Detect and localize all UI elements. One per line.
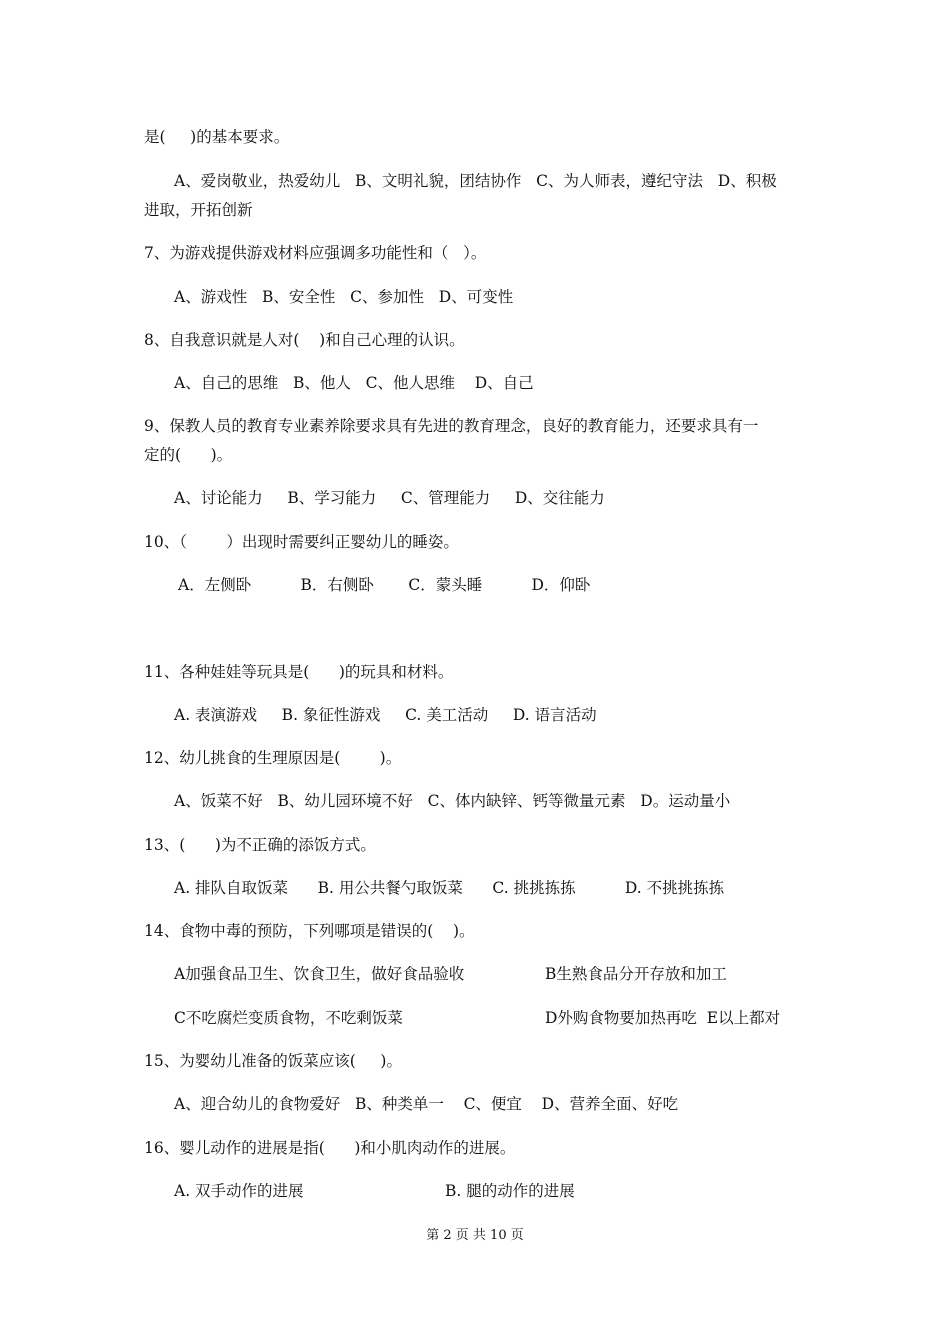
question-13-options: A. 排队自取饭菜 B. 用公共餐勺取饭菜 C. 挑挑拣拣 D. 不挑挑拣拣 xyxy=(174,879,725,897)
question-9: 9、保教人员的教育专业素养除要求具有先进的教育理念，良好的教育能力，还要求具有一 xyxy=(144,417,759,435)
question-14-option-d-e: D外购食物要加热再吃 E以上都对 xyxy=(545,1009,781,1027)
question-11: 11、各种娃娃等玩具是( )的玩具和材料。 xyxy=(144,663,454,681)
question-8: 8、自我意识就是人对( )和自己心理的认识。 xyxy=(144,331,465,349)
question-9-wrap: 定的( )。 xyxy=(144,446,233,464)
question-16: 16、婴儿动作的进展是指( )和小肌肉动作的进展。 xyxy=(144,1139,516,1157)
question-6-continuation: 是( )的基本要求。 xyxy=(144,128,290,146)
question-6-options: A、爱岗敬业，热爱幼儿 B、文明礼貌，团结协作 C、为人师表，遵纪守法 D、积极 xyxy=(174,172,777,190)
question-9-options: A、讨论能力 B、学习能力 C、管理能力 D、交往能力 xyxy=(174,489,605,507)
question-15: 15、为婴幼儿准备的饭菜应该( )。 xyxy=(144,1052,402,1070)
question-7-options: A、游戏性 B、安全性 C、参加性 D、可变性 xyxy=(174,288,514,306)
question-14-option-c: C不吃腐烂变质食物，不吃剩饭菜 xyxy=(174,1009,403,1027)
page-number-footer: 第 2 页 共 10 页 xyxy=(426,1228,524,1243)
question-15-options: A、迎合幼儿的食物爱好 B、种类单一 C、便宜 D、营养全面、好吃 xyxy=(174,1095,679,1113)
question-10: 10、（ ）出现时需要纠正婴幼儿的睡姿。 xyxy=(144,533,459,551)
question-14-option-a: A加强食品卫生、饮食卫生，做好食品验收 xyxy=(174,965,465,983)
question-12-options: A、饭菜不好 B、幼儿园环境不好 C、体内缺锌、钙等微量元素 D。运动量小 xyxy=(174,792,731,810)
question-6-options-wrap: 进取，开拓创新 xyxy=(144,201,253,219)
question-12: 12、幼儿挑食的生理原因是( )。 xyxy=(144,749,402,767)
question-10-options: A．左侧卧 B．右侧卧 C．蒙头睡 D．仰卧 xyxy=(178,576,591,594)
question-7: 7、为游戏提供游戏材料应强调多功能性和（ ）。 xyxy=(144,244,487,262)
question-16-option-a: A. 双手动作的进展 xyxy=(174,1182,304,1200)
question-13: 13、( )为不正确的添饭方式。 xyxy=(144,836,376,854)
question-16-option-b: B. 腿的动作的进展 xyxy=(445,1182,575,1200)
question-11-options: A. 表演游戏 B. 象征性游戏 C. 美工活动 D. 语言活动 xyxy=(174,706,597,724)
question-14: 14、食物中毒的预防，下列哪项是错误的( )。 xyxy=(144,922,475,940)
question-14-option-b: B生熟食品分开存放和加工 xyxy=(545,965,727,983)
question-8-options: A、自己的思维 B、他人 C、他人思维 D、自己 xyxy=(174,374,534,392)
